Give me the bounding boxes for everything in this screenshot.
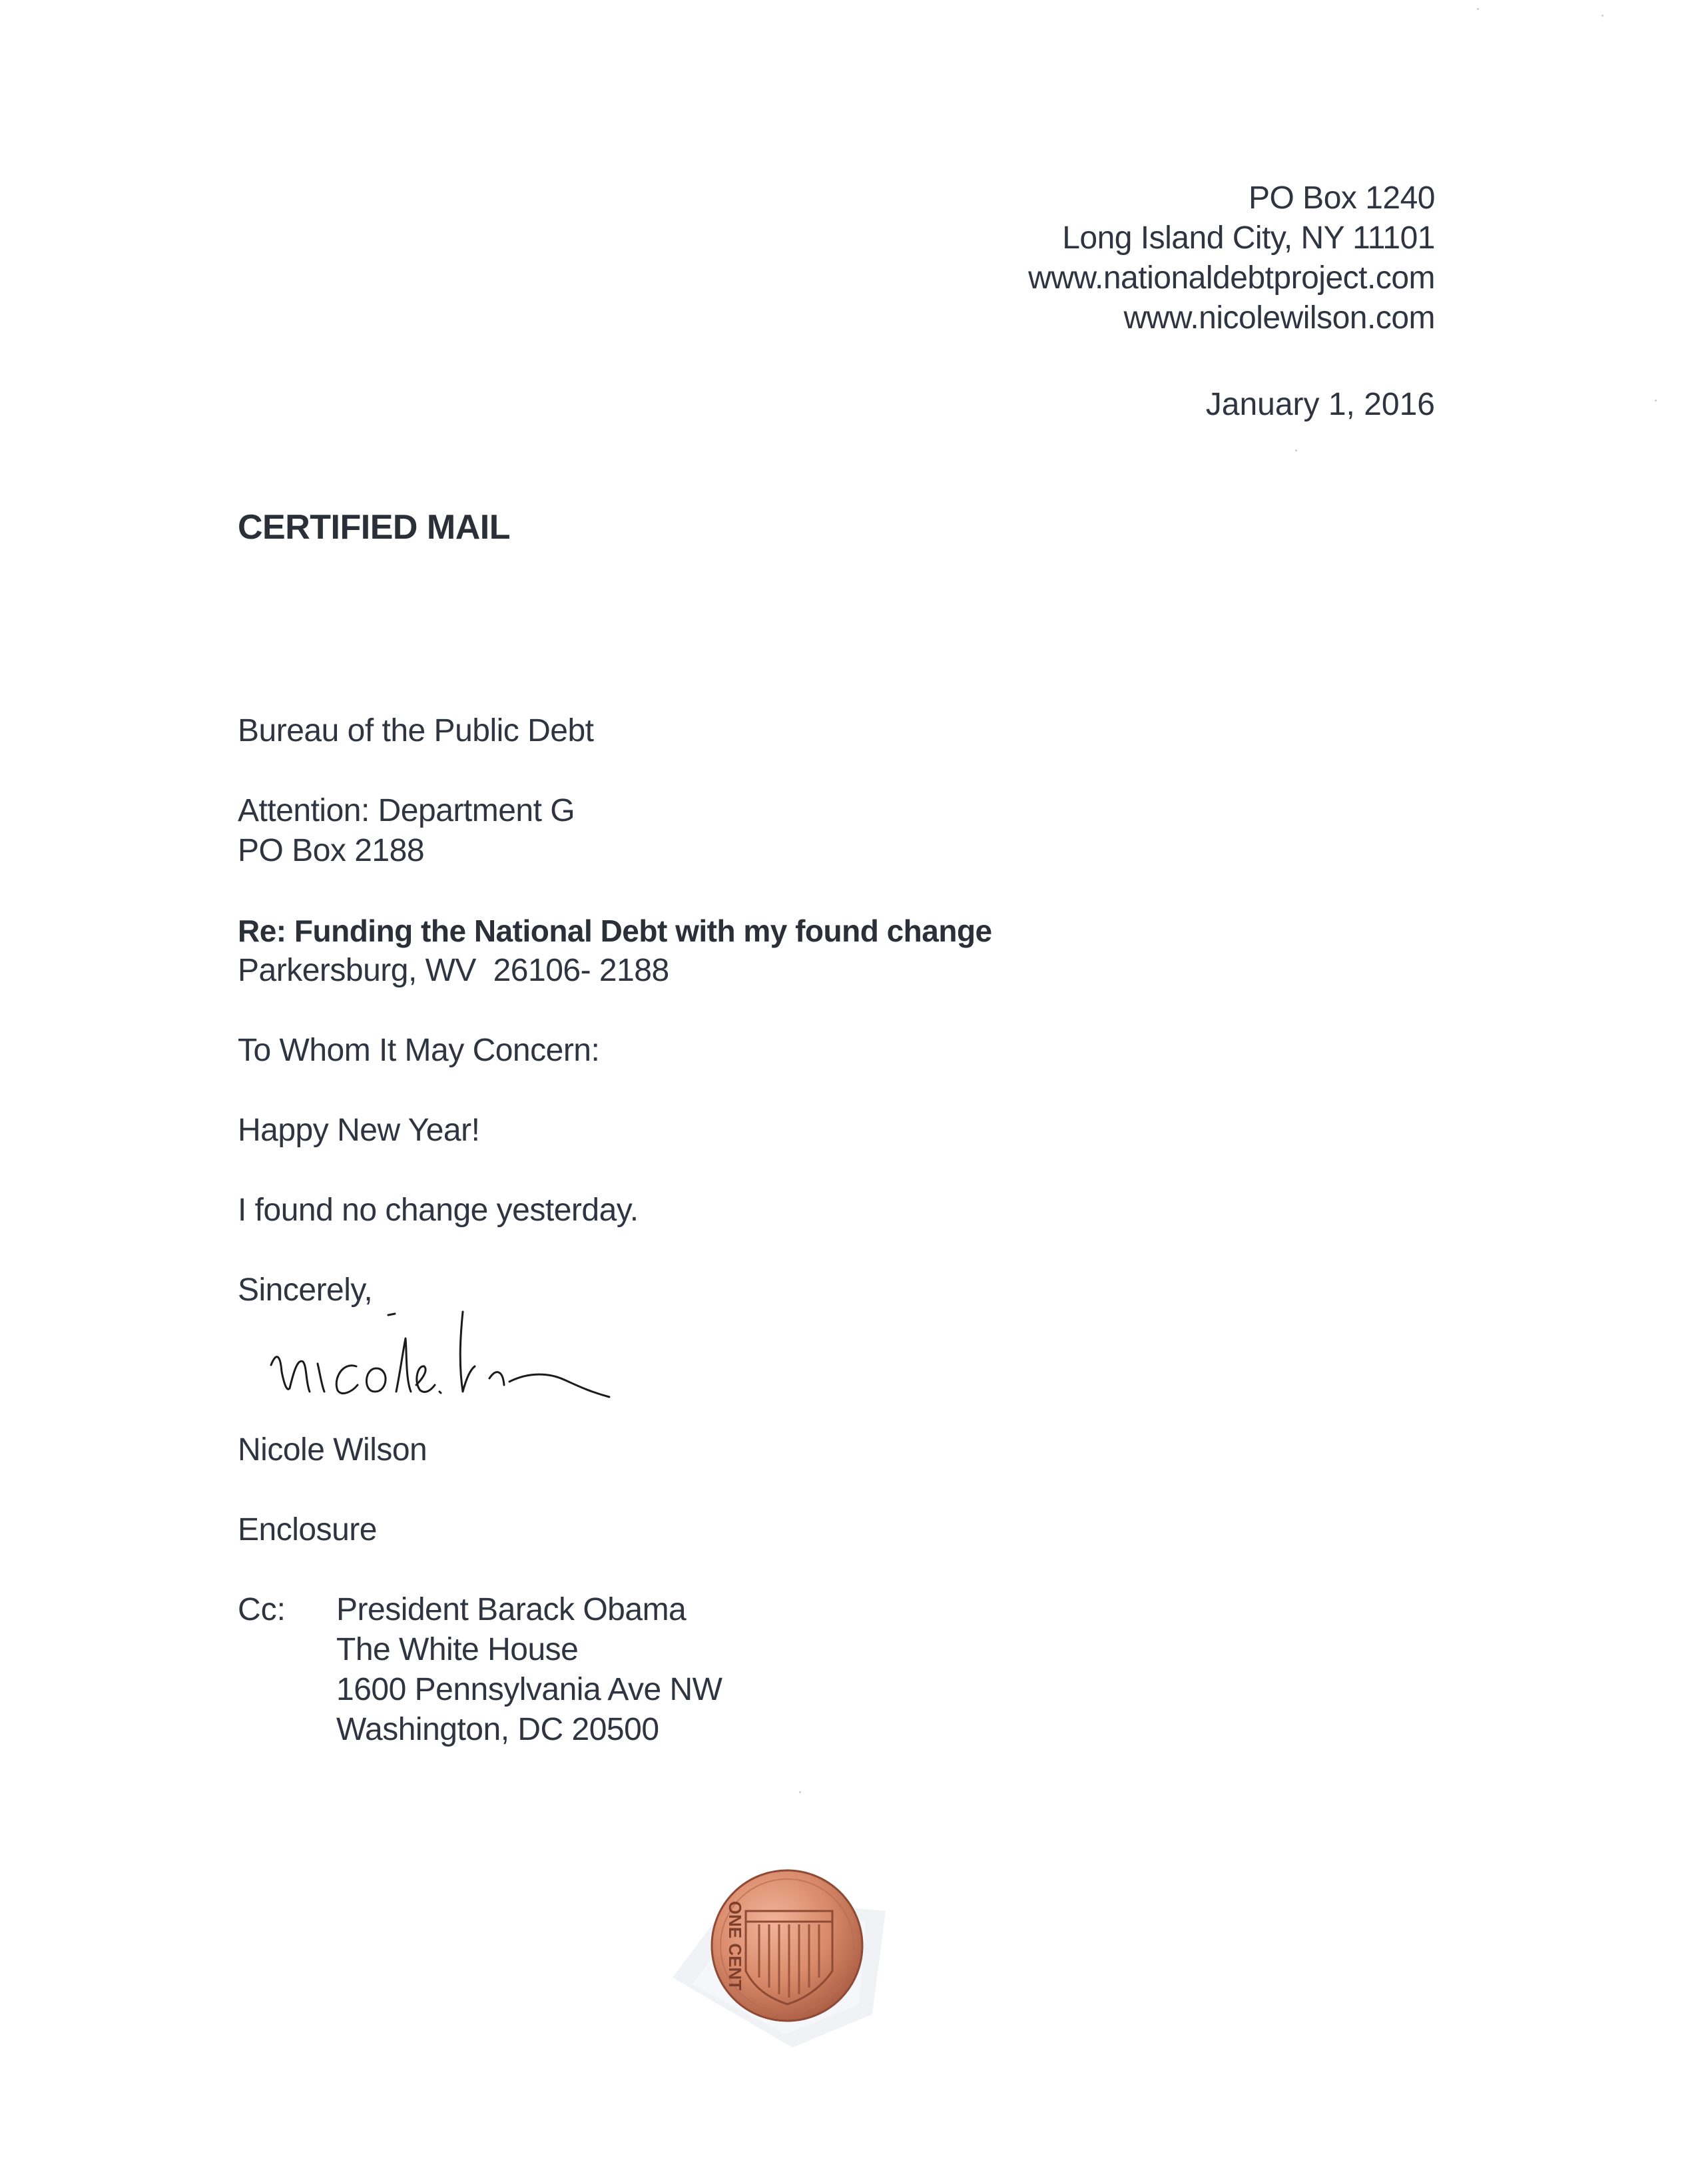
scan-speck: [1655, 400, 1657, 402]
cc-address-block: [336, 1590, 722, 1750]
closing: Sincerely,: [238, 1272, 373, 1308]
salutation: To Whom It May Concern:: [238, 1033, 600, 1068]
recipient-address-line2: Parkersburg, WV 26106- 2188: [238, 953, 669, 988]
recipient-address-block: [238, 631, 669, 1071]
scan-speck: [1477, 8, 1479, 10]
body-paragraph-1: Happy New Year!: [238, 1113, 480, 1148]
recipient-address-line1: PO Box 2188: [238, 833, 425, 868]
delivery-method: CERTIFIED MAIL: [238, 508, 510, 547]
attention-line: Attention: Department G: [238, 793, 575, 828]
coin-inscription: ONE CENT: [725, 1900, 745, 1991]
taped-penny: [666, 1858, 919, 2057]
recipient-name: Bureau of the Public Debt: [238, 713, 594, 748]
cc-line-4: Washington, DC 20500: [336, 1712, 659, 1747]
cc-line-1: President Barack Obama: [336, 1592, 687, 1627]
sender-address-line1: PO Box 1240: [1248, 180, 1435, 216]
scan-speck: [1295, 449, 1297, 451]
letter-date: January 1, 2016: [1205, 387, 1435, 422]
cc-line-2: The White House: [336, 1632, 579, 1667]
handwritten-signature: [263, 1292, 636, 1412]
subject-line: Re: Funding the National Debt with my found change: [238, 914, 992, 948]
sender-website-2: www.nicolewilson.com: [1123, 300, 1435, 336]
cc-line-3: 1600 Pennsylvania Ave NW: [336, 1672, 722, 1707]
scan-speck: [1601, 15, 1603, 17]
sender-website-1: www.nationaldebtproject.com: [1028, 260, 1435, 296]
body-paragraph-2: I found no change yesterday.: [238, 1193, 639, 1228]
enclosure-note: Enclosure: [238, 1512, 377, 1547]
sender-address-block: [1028, 178, 1435, 338]
sender-name: Nicole Wilson: [238, 1432, 427, 1468]
sender-address-line2: Long Island City, NY 11101: [1062, 220, 1435, 256]
penny-coin-icon: [666, 1858, 919, 2057]
cc-label: Cc:: [238, 1592, 286, 1627]
scan-speck: [799, 1791, 801, 1793]
